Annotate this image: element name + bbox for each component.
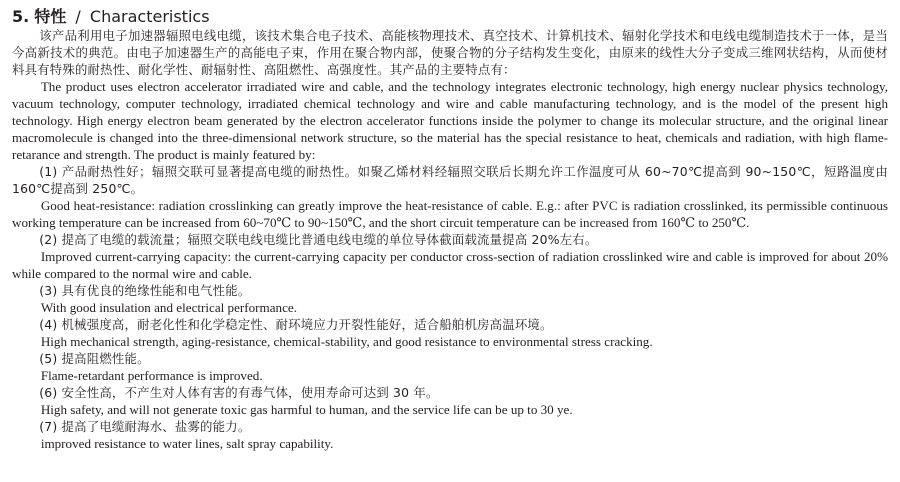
feature-item [12, 418, 888, 452]
feature-item [12, 163, 888, 231]
feature-text-en: Flame-retardant performance is improved. [40, 368, 263, 383]
feature-text-en: High mechanical strength, aging-resistance, chemical-stability, and good resistance to environmental stress cracking. [40, 334, 653, 349]
feature-text-zh: (5) 提高阻燃性能。 [39, 351, 150, 366]
intro-paragraph-en: The product uses electron accelerator irradiated wire and cable, and the technology integrates electronic technology, high energy nuclear physics technology, vacuum technology, computer technology, irradiated chemical technology and wire and cable manufacturing technology, and is the model of the present high technology. High energy electron beam generated by the electron accelerator functions inside the polymer to change its molecular structure, and the original linear macromolecule is changed into the three-dimensional network structure, so the material has the special resistance to heat, chemicals and radiation, with high flame-retarance and strength. The product is mainly featured by: [12, 79, 888, 162]
feature-text-zh: (6) 安全性高，不产生对人体有害的有毒气体，使用寿命可达到 30 年。 [39, 385, 439, 400]
feature-text-en: Good heat-resistance: radiation crosslinking can greatly improve the heat-resistance of cable. E.g.: after PVC is radiation crosslinked, its permissible continuous working temperature can be increased from 60~70℃ to 90~150℃, and the short circuit temperature can be increased from 160℃ to 250℃. [12, 198, 888, 230]
feature-text-zh: (4) 机械强度高，耐老化性和化学稳定性、耐环境应力开裂性能好，适合船舶机房高温环境。 [39, 317, 553, 332]
feature-item [12, 231, 888, 282]
feature-item [12, 384, 888, 418]
feature-text-zh: (7) 提高了电缆耐海水、盐雾的能力。 [39, 419, 251, 434]
feature-text-zh: (3) 具有优良的绝缘性能和电气性能。 [39, 283, 251, 298]
title-separator: / [75, 7, 81, 26]
section-title-en: Characteristics [89, 7, 210, 26]
feature-item [12, 282, 888, 316]
feature-text-en: With good insulation and electrical performance. [40, 300, 297, 315]
feature-text-zh: (1) 产品耐热性好；辐照交联可显著提高电缆的耐热性。如聚乙烯材料经辐照交联后长期允许工作温度可从 60~70℃提高到 90~150℃，短路温度由 160℃提高到 250℃。 [12, 164, 888, 196]
section-title-zh: 特性 [34, 7, 67, 26]
section-number: 5. [12, 7, 30, 26]
feature-text-en: High safety, and will not generate toxic gas harmful to human, and the service life can be up to 30 ye. [40, 402, 573, 417]
feature-text-en: Improved current-carrying capacity: the current-carrying capacity per conductor cross-section of radiation crosslinked wire and cable is improved for about 20% while compared to the normal wire and cable. [12, 249, 888, 281]
section-heading [12, 8, 888, 26]
feature-text-zh: (2) 提高了电缆的载流量；辐照交联电线电缆比普通电线电缆的单位导体截面载流量提高 20%左右。 [39, 232, 598, 247]
intro-paragraph-zh: 该产品利用电子加速器辐照电线电缆，该技术集合电子技术、高能核物理技术、真空技术、计算机技术、辐射化学技术和电线电缆制造技术于一体，是当今高新技术的典范。由电子加速器生产的高能电子束，作用在聚合物内部，使聚合物的分子结构发生变化，由原来的线性大分子变成三维网状结构，从而使材料具有特殊的耐热性、耐化学性、耐辐射性、高阻燃性、高强度性。其产品的主要特点有： [12, 28, 888, 77]
feature-item [12, 350, 888, 384]
feature-text-en: improved resistance to water lines, salt spray capability. [40, 436, 334, 451]
feature-item [12, 316, 888, 350]
